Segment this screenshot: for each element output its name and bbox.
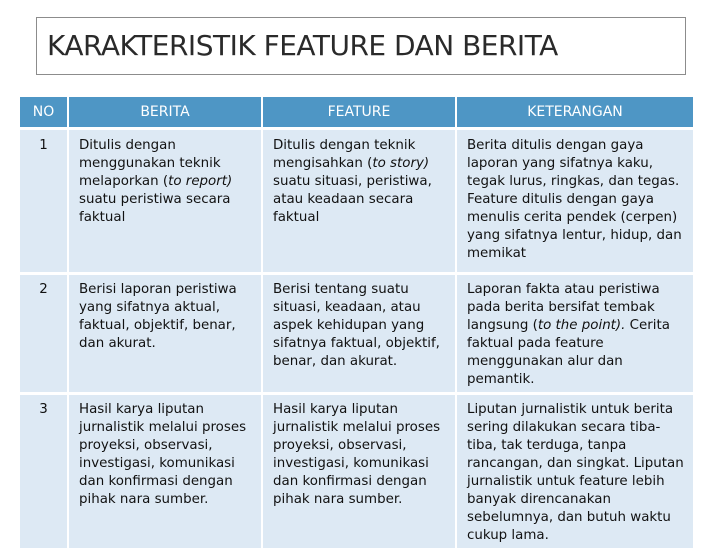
cell-berita	[68, 274, 262, 394]
comparison-table	[20, 97, 693, 551]
cell-text: Ditulis dengan menggunakan teknik melaporkan (	[79, 138, 221, 189]
header-keterangan: KETERANGAN	[456, 97, 693, 129]
cell-feature	[262, 274, 456, 394]
cell-text: Cerita faktual pada feature menggunakan alur dan pemantik.	[467, 318, 670, 387]
cell-text: Berisi tentang suatu situasi, keadaan, atau aspek kehidupan yang sifatnya faktual, objektif, benar, dan akurat.	[273, 282, 440, 369]
cell-feature	[262, 394, 456, 550]
cell-text: Berisi laporan peristiwa yang sifatnya aktual, faktual, objektif, benar, dan akurat.	[79, 282, 237, 351]
cell-text: Laporan fakta atau peristiwa pada berita bersifat tembak langsung (	[467, 282, 660, 333]
cell-no: 3	[20, 394, 68, 550]
cell-keterangan	[456, 394, 693, 550]
cell-keterangan	[456, 274, 693, 394]
table-header-row	[20, 97, 693, 129]
cell-text: Berita ditulis dengan gaya laporan yang sifatnya kaku, tegak lurus, ringkas, dan tegas. Feature ditulis dengan gaya menulis cerita pendek (cerpen) yang sifatnya lentur, hidup, dan memikat	[467, 138, 682, 261]
page-title: KARAKTERISTIK FEATURE DAN BERITA	[47, 29, 558, 62]
cell-text: Hasil karya liputan jurnalistik melalui proses proyeksi, observasi, investigasi, komunikasi dan konfirmasi dengan pihak nara sumber.	[273, 402, 441, 507]
italic-text: to report)	[168, 174, 233, 189]
cell-no: 1	[20, 129, 68, 274]
italic-text: to story)	[372, 156, 430, 171]
cell-feature	[262, 129, 456, 274]
cell-no: 2	[20, 274, 68, 394]
header-berita: BERITA	[68, 97, 262, 129]
italic-text: to the point).	[537, 318, 626, 333]
cell-text: suatu situasi, peristiwa, atau keadaan secara faktual	[273, 174, 432, 225]
table-row	[20, 129, 693, 274]
header-feature: FEATURE	[262, 97, 456, 129]
cell-berita	[68, 394, 262, 550]
cell-keterangan	[456, 129, 693, 274]
cell-text: Liputan jurnalistik untuk berita sering dilakukan secara tiba-tiba, tak terduga, tanpa rancangan, dan singkat. Liputan jurnalistik untuk feature lebih banyak direncanakan sebelumnya, dan butuh waktu cukup lama.	[467, 402, 684, 543]
cell-text: Ditulis dengan teknik mengisahkan (	[273, 138, 416, 171]
header-no: NO	[20, 97, 68, 129]
cell-text: Hasil karya liputan jurnalistik melalui proses proyeksi, observasi, investigasi, komunikasi dan konfirmasi dengan pihak nara sumber.	[79, 402, 247, 507]
title-box	[36, 17, 686, 75]
table-row	[20, 394, 693, 550]
table-row	[20, 274, 693, 394]
cell-text: suatu peristiwa secara faktual	[79, 192, 231, 225]
cell-berita	[68, 129, 262, 274]
